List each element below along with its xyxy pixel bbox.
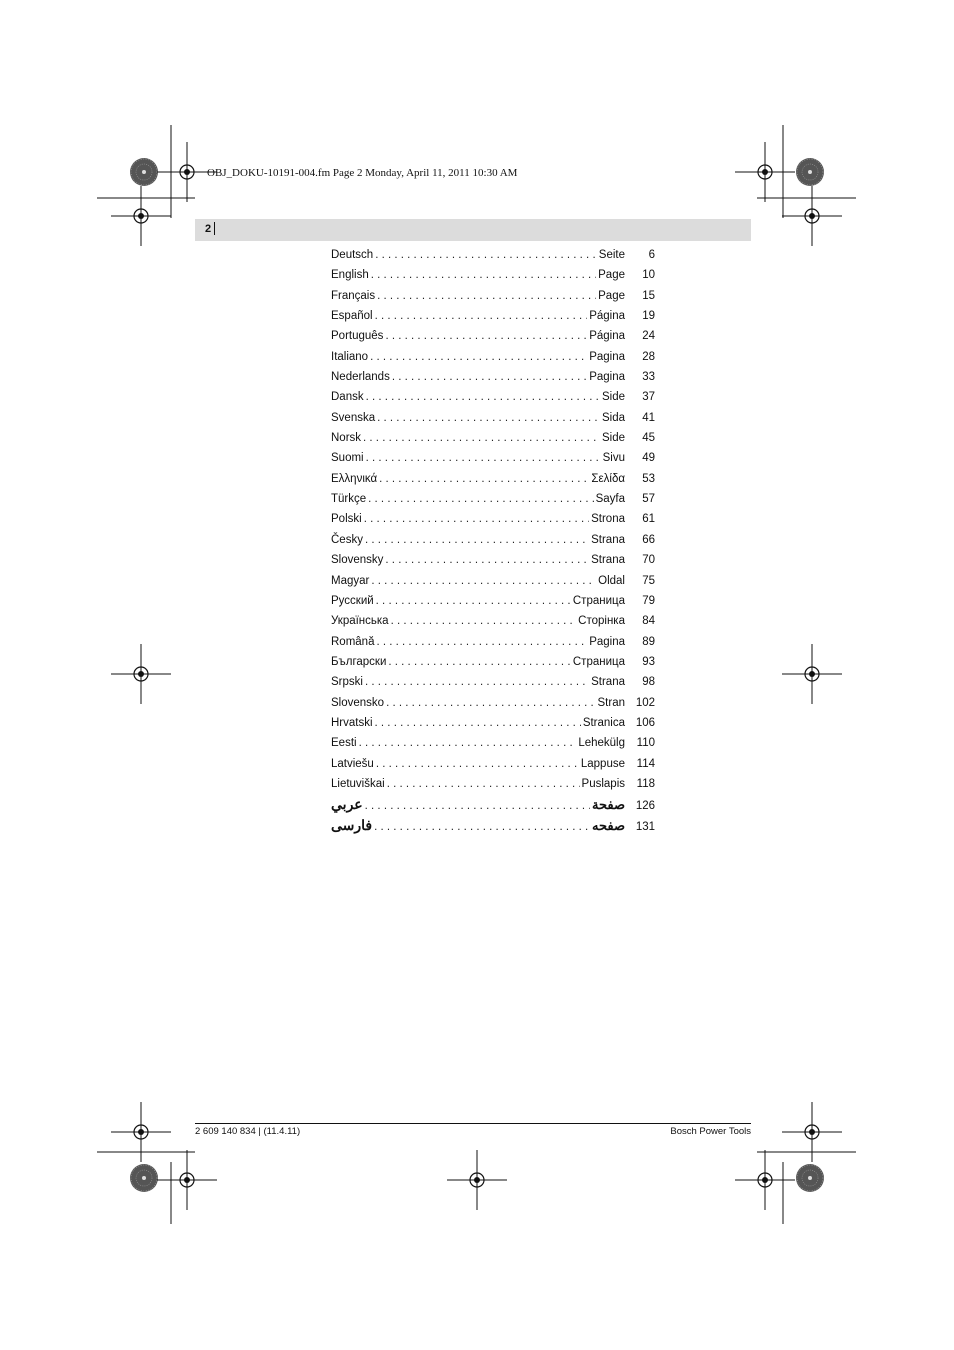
toc-entry[interactable] bbox=[331, 306, 655, 326]
toc-page-label: Сторінка bbox=[578, 615, 625, 628]
toc-language: Svenska bbox=[331, 411, 376, 424]
toc-page-label: Side bbox=[601, 391, 625, 404]
print-slug: OBJ_DOKU-10191-004.fm Page 2 Monday, April 11, 2011 10:30 AM bbox=[207, 167, 518, 179]
toc-leader-dots bbox=[370, 347, 587, 367]
toc-entry[interactable] bbox=[331, 815, 655, 835]
toc-page-number: 114 bbox=[636, 757, 655, 770]
toc-entry[interactable] bbox=[331, 265, 655, 285]
toc-page-number: 79 bbox=[642, 594, 655, 607]
toc-page-label: Stran bbox=[597, 696, 625, 709]
toc-leader-dots bbox=[387, 774, 580, 794]
toc-leader-dots bbox=[376, 591, 571, 611]
toc-entry[interactable] bbox=[331, 693, 655, 713]
toc-leader-dots bbox=[363, 428, 600, 448]
toc-leader-dots bbox=[368, 489, 593, 509]
toc-language: Українська bbox=[331, 615, 389, 628]
toc-language: Hrvatski bbox=[331, 716, 373, 729]
toc-entry[interactable] bbox=[331, 286, 655, 306]
toc-entry[interactable] bbox=[331, 326, 655, 346]
toc-page-number: 93 bbox=[642, 655, 655, 668]
toc-language: Slovensky bbox=[331, 554, 384, 567]
toc-language: Español bbox=[331, 310, 373, 323]
toc-page-label: Lappuse bbox=[580, 757, 625, 770]
toc-language: Česky bbox=[331, 533, 363, 546]
toc-page-number: 61 bbox=[642, 513, 655, 526]
toc-language: Ελληνικά bbox=[331, 472, 378, 485]
toc-language: عربي bbox=[331, 796, 363, 813]
toc-language: Srpski bbox=[331, 676, 363, 689]
toc-entry[interactable] bbox=[331, 245, 655, 265]
toc-page-number: 33 bbox=[642, 371, 655, 384]
toc-language: Български bbox=[331, 655, 387, 668]
page-header-bar bbox=[195, 219, 751, 241]
toc-page-number: 102 bbox=[635, 696, 655, 709]
toc-entry[interactable] bbox=[331, 509, 655, 529]
toc-entry[interactable] bbox=[331, 632, 655, 652]
footer-document-number: 2 609 140 834 | (11.4.11) bbox=[195, 1126, 301, 1137]
toc-page-label: Strana bbox=[591, 554, 625, 567]
toc-page-label: Strana bbox=[591, 533, 625, 546]
toc-page-number: 70 bbox=[642, 554, 655, 567]
toc-language: Italiano bbox=[331, 350, 369, 363]
toc-leader-dots bbox=[366, 448, 601, 468]
toc-language: Nederlands bbox=[331, 371, 390, 384]
toc-page-number: 37 bbox=[642, 391, 655, 404]
toc-leader-dots bbox=[391, 611, 577, 631]
toc-language: Polski bbox=[331, 513, 362, 526]
toc-leader-dots bbox=[385, 550, 589, 570]
toc-leader-dots bbox=[379, 469, 589, 489]
toc-page-label: Strana bbox=[591, 676, 625, 689]
toc-entry[interactable] bbox=[331, 408, 655, 428]
toc-page-number: 106 bbox=[635, 716, 655, 729]
toc-leader-dots bbox=[359, 733, 577, 753]
toc-leader-dots bbox=[371, 571, 596, 591]
toc-entry[interactable] bbox=[331, 754, 655, 774]
toc-entry[interactable] bbox=[331, 591, 655, 611]
toc-entry[interactable] bbox=[331, 489, 655, 509]
toc-page-label: صفحة bbox=[592, 797, 625, 813]
toc-page-number: 75 bbox=[642, 574, 655, 587]
toc-entry[interactable] bbox=[331, 611, 655, 631]
toc-page-label: صفحه bbox=[592, 817, 625, 833]
toc-entry[interactable] bbox=[331, 774, 655, 794]
toc-page-number: 19 bbox=[642, 310, 655, 323]
toc-page-number: 66 bbox=[642, 533, 655, 546]
toc-page-label: Sida bbox=[601, 411, 625, 424]
toc-page-label: Puslapis bbox=[581, 777, 625, 790]
toc-entry[interactable] bbox=[331, 733, 655, 753]
toc-entry[interactable] bbox=[331, 571, 655, 591]
toc-language: فارسی bbox=[331, 816, 373, 833]
toc-page-label: Oldal bbox=[598, 574, 625, 587]
toc-page-number: 10 bbox=[642, 269, 655, 282]
toc-page-number: 41 bbox=[642, 411, 655, 424]
toc-page-label: Pagina bbox=[589, 350, 625, 363]
toc-language: Dansk bbox=[331, 391, 364, 404]
toc-page-number: 49 bbox=[642, 452, 655, 465]
toc-entry[interactable] bbox=[331, 550, 655, 570]
toc-language: Français bbox=[331, 289, 376, 302]
toc-language: Русский bbox=[331, 594, 374, 607]
toc-leader-dots bbox=[365, 796, 590, 816]
toc-entry[interactable] bbox=[331, 672, 655, 692]
toc-language: Suomi bbox=[331, 452, 364, 465]
toc-entry[interactable] bbox=[331, 347, 655, 367]
toc-entry[interactable] bbox=[331, 367, 655, 387]
toc-leader-dots bbox=[374, 817, 590, 837]
toc-page-number: 57 bbox=[642, 493, 655, 506]
toc-language: Türkçe bbox=[331, 493, 367, 506]
toc-entry[interactable] bbox=[331, 387, 655, 407]
toc-leader-dots bbox=[371, 265, 596, 285]
toc-page-label: Stranica bbox=[582, 716, 625, 729]
toc-leader-dots bbox=[375, 245, 597, 265]
toc-page-number: 126 bbox=[635, 800, 655, 813]
toc-page-label: Seite bbox=[598, 249, 625, 261]
toc-page-label: Pagina bbox=[589, 635, 625, 648]
toc-leader-dots bbox=[386, 693, 595, 713]
toc-page-label: Sayfa bbox=[595, 493, 625, 506]
footer-brand: Bosch Power Tools bbox=[670, 1126, 751, 1137]
toc-page-label: Side bbox=[601, 432, 625, 445]
toc-entry[interactable] bbox=[331, 713, 655, 733]
toc-leader-dots bbox=[364, 509, 589, 529]
toc-language: Lietuviškai bbox=[331, 777, 385, 790]
toc-leader-dots bbox=[376, 754, 579, 774]
toc-page-label: Σελίδα bbox=[591, 472, 625, 485]
toc-page-label: Strona bbox=[591, 513, 625, 526]
toc-leader-dots bbox=[365, 530, 589, 550]
toc-page-number: 118 bbox=[636, 777, 655, 790]
toc-page-number: 98 bbox=[642, 676, 655, 689]
toc-leader-dots bbox=[375, 713, 581, 733]
toc-page-label: Página bbox=[589, 330, 625, 343]
toc-leader-dots bbox=[377, 286, 596, 306]
toc-language: English bbox=[331, 269, 369, 282]
toc-language: Português bbox=[331, 330, 384, 343]
toc-leader-dots bbox=[377, 408, 600, 428]
toc-leader-dots bbox=[388, 652, 570, 672]
toc-page-label: Pagina bbox=[589, 371, 625, 384]
toc-entry[interactable] bbox=[331, 652, 655, 672]
toc-page-number: 110 bbox=[636, 737, 655, 750]
toc-page-number: 6 bbox=[648, 249, 655, 261]
toc-page-label: Страница bbox=[572, 655, 625, 668]
toc-language: Deutsch bbox=[331, 249, 374, 261]
toc-leader-dots bbox=[375, 306, 588, 326]
toc-leader-dots bbox=[376, 632, 587, 652]
toc-language: Română bbox=[331, 635, 375, 648]
toc-page-number: 15 bbox=[642, 289, 655, 302]
toc-language: Latviešu bbox=[331, 757, 374, 770]
page-number-divider bbox=[214, 222, 215, 235]
toc-page-label: Sivu bbox=[602, 452, 625, 465]
toc-page-number: 24 bbox=[642, 330, 655, 343]
toc-language: Eesti bbox=[331, 737, 357, 750]
toc-leader-dots bbox=[385, 326, 587, 346]
toc-language: Norsk bbox=[331, 432, 362, 445]
toc-page-label: Page bbox=[598, 269, 625, 282]
toc-language: Magyar bbox=[331, 574, 370, 587]
toc-page-number: 131 bbox=[635, 820, 655, 833]
footer-rule bbox=[195, 1123, 751, 1124]
toc-entry[interactable] bbox=[331, 469, 655, 489]
toc-page-number: 45 bbox=[642, 432, 655, 445]
toc-page-label: Página bbox=[589, 310, 625, 323]
toc-language: Slovensko bbox=[331, 696, 385, 709]
toc-page-label: Page bbox=[598, 289, 625, 302]
toc-page-number: 89 bbox=[642, 635, 655, 648]
toc-page-number: 28 bbox=[642, 350, 655, 363]
toc-leader-dots bbox=[366, 387, 600, 407]
toc-page-label: Lehekülg bbox=[578, 737, 625, 750]
page-number: 2 bbox=[205, 223, 212, 235]
toc-leader-dots bbox=[392, 367, 587, 387]
toc-page-number: 84 bbox=[642, 615, 655, 628]
toc-entry[interactable] bbox=[331, 448, 655, 468]
toc-page-number: 53 bbox=[642, 472, 655, 485]
toc-entry[interactable] bbox=[331, 428, 655, 448]
toc-leader-dots bbox=[365, 672, 589, 692]
toc-page-label: Страница bbox=[572, 594, 625, 607]
table-of-contents bbox=[331, 245, 655, 835]
toc-entry[interactable] bbox=[331, 794, 655, 814]
toc-entry[interactable] bbox=[331, 530, 655, 550]
